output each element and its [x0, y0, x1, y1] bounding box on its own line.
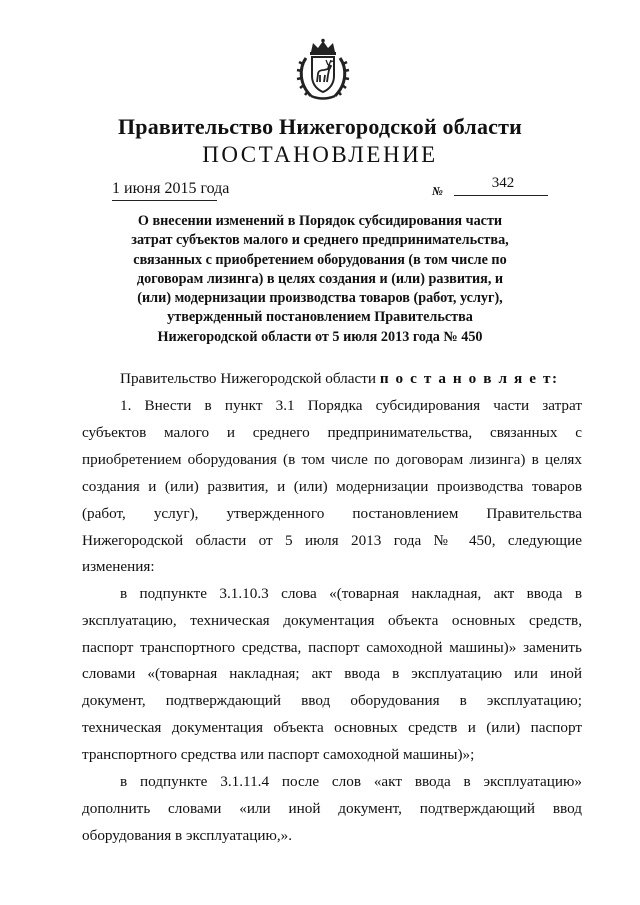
subject-line: О внесении изменений в Порядок субсидирования части — [137, 213, 503, 229]
body-line: приобретением оборудования (в том числе по договорам лизинга) в целях — [82, 451, 582, 468]
body-line: документ, подтверждающий ввод оборудования в эксплуатацию; — [82, 692, 582, 709]
coat-of-arms-icon — [293, 38, 353, 102]
body-line: изменения: — [82, 558, 155, 575]
subject-line: (или) модернизации производства товаров (работ, услуг), — [137, 290, 503, 307]
subject-line: утвержденный постановлением Правительства — [167, 309, 473, 326]
body-line: словами «(товарная накладная; акт ввода в эксплуатацию или иной — [82, 665, 582, 682]
subject-line: связанных с приобретением оборудования (в том числе по — [133, 251, 507, 268]
body-line: в подпункте 3.1.11.4 после слов «акт ввода в эксплуатацию» — [120, 773, 582, 790]
document-date: 1 июня 2015 года — [112, 180, 230, 197]
preamble-line — [120, 369, 582, 389]
document-number: 342 — [491, 175, 515, 191]
document-subject — [92, 212, 548, 347]
subject-line: Нижегородской области от 5 июля 2013 года № 450 — [157, 328, 483, 345]
body-line: создания и (или) развития, и (или) модернизации производства товаров — [82, 478, 582, 495]
date-underline — [112, 200, 217, 201]
body-line: транспортного средства или паспорт самоходной машины)»; — [82, 746, 475, 763]
body-line: в подпункте 3.1.10.3 слова «(товарная накладная, акт ввода в — [120, 585, 582, 602]
preamble-decree: п о с т а н о в л я е т: — [379, 370, 559, 387]
body-line: (работ, услуг), утвержденного постановлением Правительства — [82, 505, 582, 522]
subject-line: договорам лизинга) в целях создания и (или) развития, и — [136, 270, 504, 287]
document-type: ПОСТАНОВЛЕНИЕ — [202, 142, 438, 167]
body-line: дополнить словами «или иной документ, подтверждающий ввод — [82, 800, 582, 817]
body-line: 1. Внести в пункт 3.1 Порядка субсидирования части затрат — [120, 397, 582, 414]
body-line: оборудования в эксплуатацию,». — [82, 827, 293, 844]
subject-line: затрат субъектов малого и среднего предпринимательства, — [131, 232, 509, 249]
preamble-text: Правительство Нижегородской области — [120, 370, 377, 387]
body-line: паспорт транспортного средства, паспорт самоходной машины)» заменить — [82, 639, 582, 656]
body-line: техническая документация объекта основных средств и (или) паспорт — [82, 719, 582, 736]
body-line: эксплуатацию, техническая документация объекта основных средств, — [82, 612, 582, 629]
number-label: № — [432, 184, 443, 198]
organization-title: Правительство Нижегородской области — [117, 114, 522, 139]
body-line: Нижегородской области от 5 июля 2013 года № 450, следующие — [82, 532, 582, 549]
body-line: субъектов малого и среднего предпринимательства, связанных с — [82, 424, 582, 441]
number-underline — [454, 195, 548, 196]
